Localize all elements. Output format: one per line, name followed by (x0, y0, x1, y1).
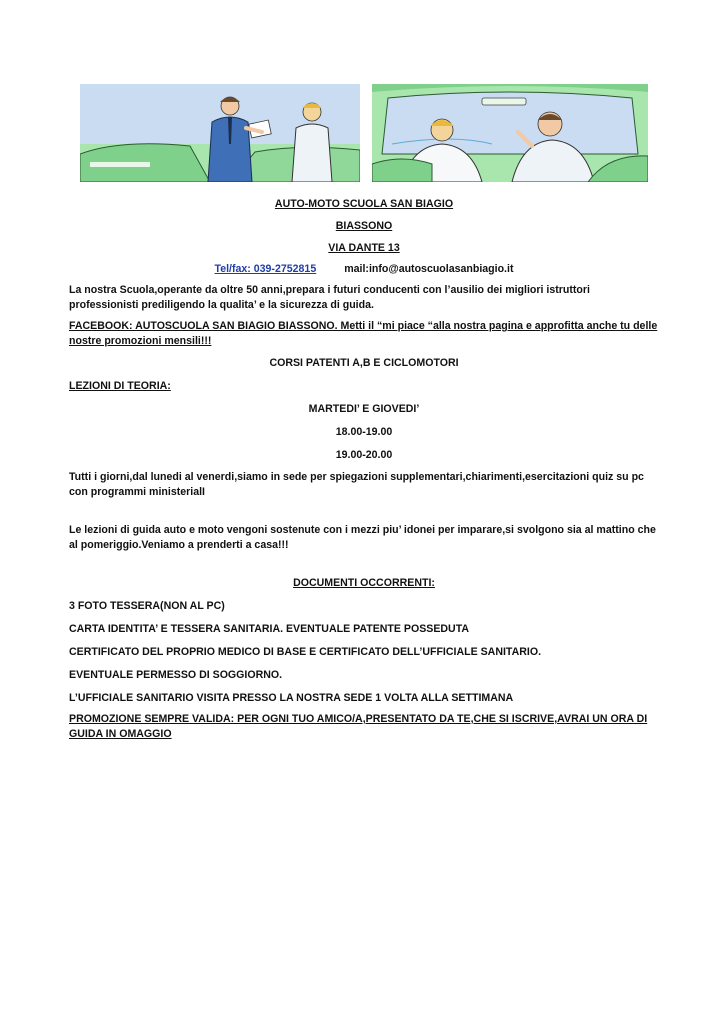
document-item: CARTA IDENTITA’ E TESSERA SANITARIA. EVENTUALE PATENTE POSSEDUTA (69, 623, 470, 635)
school-address: VIA DANTE 13 (328, 242, 400, 254)
facebook-paragraph: FACEBOOK: AUTOSCUOLA SAN BIAGIO BIASSONO. Metti il “mi piace “alla nostra pagina e approfitta anche tu delle nostre promozioni mensili!!! (69, 320, 658, 347)
flyer-body (69, 197, 659, 742)
email-text: mail:info@autoscuolasanbiagio.it (344, 263, 514, 275)
document-item: EVENTUALE PERMESSO DI SOGGIORNO. (69, 669, 283, 681)
document-item: L’UFFICIALE SANITARIO VISITA PRESSO LA NOSTRA SEDE 1 VOLTA ALLA SETTIMANA (69, 692, 514, 704)
promotion-paragraph: PROMOZIONE SEMPRE VALIDA: PER OGNI TUO AMICO/A,PRESENTATO DA TE,CHE SI ISCRIVE,AVRAI UN ORA DI GUIDA IN OMAGGIO (69, 713, 648, 740)
driving-lesson-illustration (372, 84, 648, 182)
documents-heading: DOCUMENTI OCCORRENTI: (293, 577, 435, 589)
contact-line (69, 262, 659, 277)
intro-paragraph: La nostra Scuola,operante da oltre 50 anni,prepara i futuri conducenti con l’ausilio dei migliori istruttori professionisti prediligendo la qualita’ e la sicurezza di guida. (69, 284, 590, 311)
theory-days: MARTEDI’ E GIOVEDI’ (308, 403, 420, 415)
courses-heading: CORSI PATENTI A,B E CICLOMOTORI (269, 357, 459, 369)
telfax-link[interactable]: Tel/fax: 039-2752815 (214, 263, 317, 275)
instructor-illustration (80, 84, 360, 182)
theory-slot-1: 18.00-19.00 (335, 426, 393, 438)
document-item: CERTIFICATO DEL PROPRIO MEDICO DI BASE E CERTIFICATO DELL’UFFICIALE SANITARIO. (69, 646, 542, 658)
theory-slot-2: 19.00-20.00 (335, 449, 393, 461)
school-city: BIASSONO (335, 220, 393, 232)
document-item: 3 FOTO TESSERA(NON AL PC) (69, 600, 225, 612)
theory-heading: LEZIONI DI TEORIA: (69, 380, 171, 392)
daily-info-paragraph: Tutti i giorni,dal lunedi al venerdi,siamo in sede per spiegazioni supplementari,chiarimenti,esercitazioni quiz su pc con programmi ministerialI (69, 471, 644, 498)
school-name: AUTO-MOTO SCUOLA SAN BIAGIO (274, 198, 454, 210)
driving-lessons-paragraph: Le lezioni di guida auto e moto vengoni sostenute con i mezzi piu’ idonei per imparare,si svolgono sia al mattino che al pomeriggio.Veniamo a prenderti a casa!!! (69, 524, 656, 551)
